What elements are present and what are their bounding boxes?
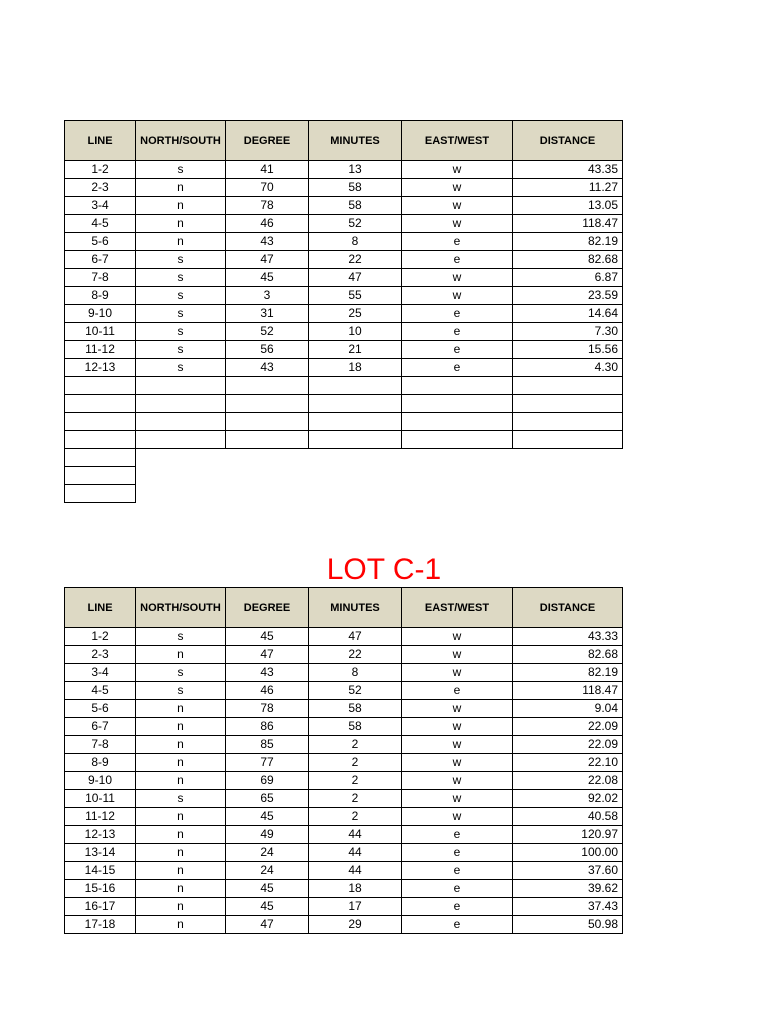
blank-cell (136, 431, 226, 449)
cell-north-south: n (136, 215, 226, 233)
cell-line: 11-12 (65, 341, 136, 359)
cell-east-west: e (402, 323, 513, 341)
cell-north-south: s (136, 323, 226, 341)
table-row (65, 323, 623, 341)
cell-distance: 82.19 (513, 664, 623, 682)
blank-row (65, 413, 623, 431)
cell-east-west: e (402, 233, 513, 251)
cell-line: 10-11 (65, 323, 136, 341)
blank-row (65, 485, 623, 503)
cell-degree: 45 (226, 808, 309, 826)
header-distance: DISTANCE (513, 588, 623, 628)
cell-distance: 118.47 (513, 682, 623, 700)
cell-distance: 23.59 (513, 287, 623, 305)
cell-east-west: w (402, 718, 513, 736)
cell-distance: 22.09 (513, 736, 623, 754)
blank-cell (65, 413, 136, 431)
cell-minutes: 21 (309, 341, 402, 359)
blank-cell (65, 449, 136, 467)
table-row (65, 305, 623, 323)
cell-distance: 4.30 (513, 359, 623, 377)
cell-north-south: n (136, 646, 226, 664)
cell-distance: 39.62 (513, 880, 623, 898)
cell-north-south: s (136, 161, 226, 179)
cell-east-west: e (402, 305, 513, 323)
cell-north-south: n (136, 880, 226, 898)
cell-line: 13-14 (65, 844, 136, 862)
blank-cell (136, 377, 226, 395)
cell-distance: 22.08 (513, 772, 623, 790)
cell-line: 5-6 (65, 233, 136, 251)
cell-east-west: e (402, 898, 513, 916)
table-row (65, 161, 623, 179)
cell-east-west: w (402, 646, 513, 664)
cell-east-west: w (402, 287, 513, 305)
cell-north-south: n (136, 718, 226, 736)
cell-minutes: 2 (309, 736, 402, 754)
cell-north-south: n (136, 197, 226, 215)
cell-degree: 43 (226, 664, 309, 682)
blank-cell (226, 431, 309, 449)
blank-cell (136, 395, 226, 413)
cell-degree: 43 (226, 233, 309, 251)
blank-cell (309, 377, 402, 395)
header-line: LINE (65, 588, 136, 628)
blank-cell (309, 413, 402, 431)
cell-east-west: w (402, 754, 513, 772)
cell-north-south: n (136, 916, 226, 934)
cell-distance: 50.98 (513, 916, 623, 934)
cell-north-south: n (136, 233, 226, 251)
cell-line: 7-8 (65, 736, 136, 754)
lot-title-text: LOT C-1 (326, 553, 442, 581)
cell-north-south: n (136, 844, 226, 862)
table-row (65, 880, 623, 898)
cell-degree: 65 (226, 790, 309, 808)
cell-north-south: s (136, 341, 226, 359)
cell-north-south: s (136, 251, 226, 269)
cell-line: 8-9 (65, 754, 136, 772)
table-row (65, 826, 623, 844)
table-body (65, 161, 623, 377)
cell-distance: 9.04 (513, 700, 623, 718)
cell-line: 3-4 (65, 197, 136, 215)
table-body (65, 628, 623, 934)
cell-north-south: n (136, 179, 226, 197)
blank-cell (226, 413, 309, 431)
cell-degree: 49 (226, 826, 309, 844)
blank-row (65, 377, 623, 395)
table-row (65, 754, 623, 772)
cell-distance: 100.00 (513, 844, 623, 862)
cell-north-south: n (136, 808, 226, 826)
cell-north-south: n (136, 736, 226, 754)
cell-distance: 40.58 (513, 808, 623, 826)
cell-distance: 82.68 (513, 251, 623, 269)
cell-line: 11-12 (65, 808, 136, 826)
cell-east-west: w (402, 179, 513, 197)
header-degree: DEGREE (226, 121, 309, 161)
cell-east-west: e (402, 359, 513, 377)
cell-north-south: s (136, 287, 226, 305)
header-east-west: EAST/WEST (402, 121, 513, 161)
table-row (65, 844, 623, 862)
cell-line: 9-10 (65, 772, 136, 790)
survey-table-2 (64, 587, 623, 934)
cell-north-south: s (136, 682, 226, 700)
cell-distance: 92.02 (513, 790, 623, 808)
cell-degree: 47 (226, 916, 309, 934)
cell-degree: 45 (226, 628, 309, 646)
cell-north-south: s (136, 664, 226, 682)
cell-east-west: w (402, 772, 513, 790)
cell-east-west: w (402, 808, 513, 826)
cell-line: 1-2 (65, 628, 136, 646)
cell-degree: 52 (226, 323, 309, 341)
table-row (65, 269, 623, 287)
blank-cell (402, 431, 513, 449)
cell-minutes: 2 (309, 808, 402, 826)
table-row (65, 233, 623, 251)
table-row (65, 215, 623, 233)
cell-distance: 82.19 (513, 233, 623, 251)
table-row (65, 341, 623, 359)
table-row (65, 898, 623, 916)
cell-line: 12-13 (65, 359, 136, 377)
cell-minutes: 18 (309, 880, 402, 898)
cell-minutes: 47 (309, 628, 402, 646)
cell-minutes: 44 (309, 862, 402, 880)
cell-line: 14-15 (65, 862, 136, 880)
table-row (65, 646, 623, 664)
cell-north-south: s (136, 359, 226, 377)
empty-space (136, 485, 623, 503)
cell-minutes: 52 (309, 682, 402, 700)
cell-north-south: s (136, 628, 226, 646)
header-north-south: NORTH/SOUTH (136, 588, 226, 628)
blank-cell (402, 395, 513, 413)
cell-east-west: w (402, 700, 513, 718)
table-row (65, 682, 623, 700)
blank-cell (65, 431, 136, 449)
cell-north-south: n (136, 826, 226, 844)
cell-east-west: e (402, 341, 513, 359)
cell-degree: 3 (226, 287, 309, 305)
cell-line: 4-5 (65, 682, 136, 700)
cell-degree: 24 (226, 862, 309, 880)
cell-degree: 78 (226, 700, 309, 718)
cell-line: 1-2 (65, 161, 136, 179)
cell-east-west: e (402, 844, 513, 862)
cell-east-west: w (402, 790, 513, 808)
cell-distance: 118.47 (513, 215, 623, 233)
cell-north-south: s (136, 790, 226, 808)
cell-line: 7-8 (65, 269, 136, 287)
table-row (65, 179, 623, 197)
cell-east-west: w (402, 736, 513, 754)
blank-row (65, 395, 623, 413)
cell-north-south: n (136, 700, 226, 718)
table-row (65, 790, 623, 808)
cell-minutes: 10 (309, 323, 402, 341)
cell-east-west: w (402, 215, 513, 233)
table-row (65, 664, 623, 682)
table-row (65, 359, 623, 377)
cell-degree: 86 (226, 718, 309, 736)
table-header-row (65, 588, 623, 628)
cell-minutes: 44 (309, 826, 402, 844)
cell-minutes: 29 (309, 916, 402, 934)
blank-cell (226, 395, 309, 413)
lot-title (0, 551, 768, 581)
blank-row (65, 449, 623, 467)
cell-distance: 120.97 (513, 826, 623, 844)
cell-distance: 14.64 (513, 305, 623, 323)
cell-minutes: 22 (309, 251, 402, 269)
cell-east-west: e (402, 862, 513, 880)
table-row (65, 862, 623, 880)
cell-line: 9-10 (65, 305, 136, 323)
cell-distance: 15.56 (513, 341, 623, 359)
cell-line: 10-11 (65, 790, 136, 808)
cell-degree: 31 (226, 305, 309, 323)
cell-degree: 85 (226, 736, 309, 754)
table-row (65, 700, 623, 718)
blank-cell (309, 395, 402, 413)
cell-east-west: e (402, 682, 513, 700)
cell-degree: 46 (226, 682, 309, 700)
blank-cell (513, 395, 623, 413)
cell-minutes: 8 (309, 664, 402, 682)
cell-degree: 41 (226, 161, 309, 179)
cell-line: 16-17 (65, 898, 136, 916)
cell-minutes: 2 (309, 754, 402, 772)
cell-east-west: w (402, 197, 513, 215)
cell-east-west: w (402, 161, 513, 179)
header-line: LINE (65, 121, 136, 161)
cell-degree: 24 (226, 844, 309, 862)
cell-east-west: e (402, 880, 513, 898)
cell-distance: 37.43 (513, 898, 623, 916)
cell-minutes: 58 (309, 197, 402, 215)
cell-distance: 43.33 (513, 628, 623, 646)
blank-cell (65, 485, 136, 503)
table-row (65, 772, 623, 790)
cell-north-south: n (136, 754, 226, 772)
cell-minutes: 47 (309, 269, 402, 287)
blank-cell (309, 431, 402, 449)
cell-degree: 47 (226, 251, 309, 269)
cell-north-south: s (136, 269, 226, 287)
blank-rows (65, 377, 623, 503)
cell-line: 15-16 (65, 880, 136, 898)
empty-space (136, 449, 623, 467)
cell-line: 4-5 (65, 215, 136, 233)
cell-east-west: e (402, 916, 513, 934)
blank-cell (65, 377, 136, 395)
cell-degree: 46 (226, 215, 309, 233)
cell-minutes: 8 (309, 233, 402, 251)
table-row (65, 718, 623, 736)
header-degree: DEGREE (226, 588, 309, 628)
cell-east-west: e (402, 251, 513, 269)
cell-distance: 11.27 (513, 179, 623, 197)
cell-distance: 7.30 (513, 323, 623, 341)
blank-cell (513, 413, 623, 431)
table-row (65, 197, 623, 215)
cell-line: 2-3 (65, 646, 136, 664)
table-header-row (65, 121, 623, 161)
cell-distance: 6.87 (513, 269, 623, 287)
cell-minutes: 25 (309, 305, 402, 323)
cell-minutes: 22 (309, 646, 402, 664)
cell-degree: 56 (226, 341, 309, 359)
cell-line: 6-7 (65, 251, 136, 269)
blank-cell (226, 377, 309, 395)
survey-table-1 (64, 120, 623, 503)
cell-degree: 78 (226, 197, 309, 215)
empty-space (136, 467, 623, 485)
cell-minutes: 52 (309, 215, 402, 233)
cell-east-west: w (402, 628, 513, 646)
blank-cell (513, 377, 623, 395)
table-row (65, 916, 623, 934)
cell-degree: 47 (226, 646, 309, 664)
cell-degree: 43 (226, 359, 309, 377)
cell-east-west: e (402, 826, 513, 844)
blank-cell (65, 467, 136, 485)
cell-line: 5-6 (65, 700, 136, 718)
table-row (65, 628, 623, 646)
cell-north-south: s (136, 305, 226, 323)
header-minutes: MINUTES (309, 588, 402, 628)
cell-distance: 82.68 (513, 646, 623, 664)
cell-minutes: 17 (309, 898, 402, 916)
cell-minutes: 55 (309, 287, 402, 305)
blank-cell (513, 431, 623, 449)
header-north-south: NORTH/SOUTH (136, 121, 226, 161)
cell-line: 12-13 (65, 826, 136, 844)
blank-row (65, 467, 623, 485)
cell-minutes: 13 (309, 161, 402, 179)
cell-line: 17-18 (65, 916, 136, 934)
cell-minutes: 44 (309, 844, 402, 862)
cell-minutes: 58 (309, 700, 402, 718)
cell-east-west: w (402, 269, 513, 287)
cell-line: 3-4 (65, 664, 136, 682)
blank-row (65, 431, 623, 449)
cell-degree: 77 (226, 754, 309, 772)
header-distance: DISTANCE (513, 121, 623, 161)
cell-minutes: 58 (309, 179, 402, 197)
blank-cell (136, 413, 226, 431)
header-east-west: EAST/WEST (402, 588, 513, 628)
cell-line: 2-3 (65, 179, 136, 197)
cell-minutes: 18 (309, 359, 402, 377)
cell-north-south: n (136, 772, 226, 790)
cell-degree: 69 (226, 772, 309, 790)
cell-degree: 45 (226, 880, 309, 898)
cell-line: 6-7 (65, 718, 136, 736)
cell-distance: 37.60 (513, 862, 623, 880)
cell-north-south: n (136, 898, 226, 916)
cell-distance: 22.10 (513, 754, 623, 772)
table-row (65, 736, 623, 754)
table-row (65, 251, 623, 269)
cell-degree: 70 (226, 179, 309, 197)
table-row (65, 287, 623, 305)
cell-degree: 45 (226, 898, 309, 916)
blank-cell (402, 413, 513, 431)
header-minutes: MINUTES (309, 121, 402, 161)
cell-distance: 13.05 (513, 197, 623, 215)
cell-degree: 45 (226, 269, 309, 287)
cell-north-south: n (136, 862, 226, 880)
blank-cell (402, 377, 513, 395)
blank-cell (65, 395, 136, 413)
table-row (65, 808, 623, 826)
cell-minutes: 58 (309, 718, 402, 736)
cell-minutes: 2 (309, 772, 402, 790)
cell-minutes: 2 (309, 790, 402, 808)
cell-east-west: w (402, 664, 513, 682)
cell-distance: 43.35 (513, 161, 623, 179)
cell-line: 8-9 (65, 287, 136, 305)
cell-distance: 22.09 (513, 718, 623, 736)
